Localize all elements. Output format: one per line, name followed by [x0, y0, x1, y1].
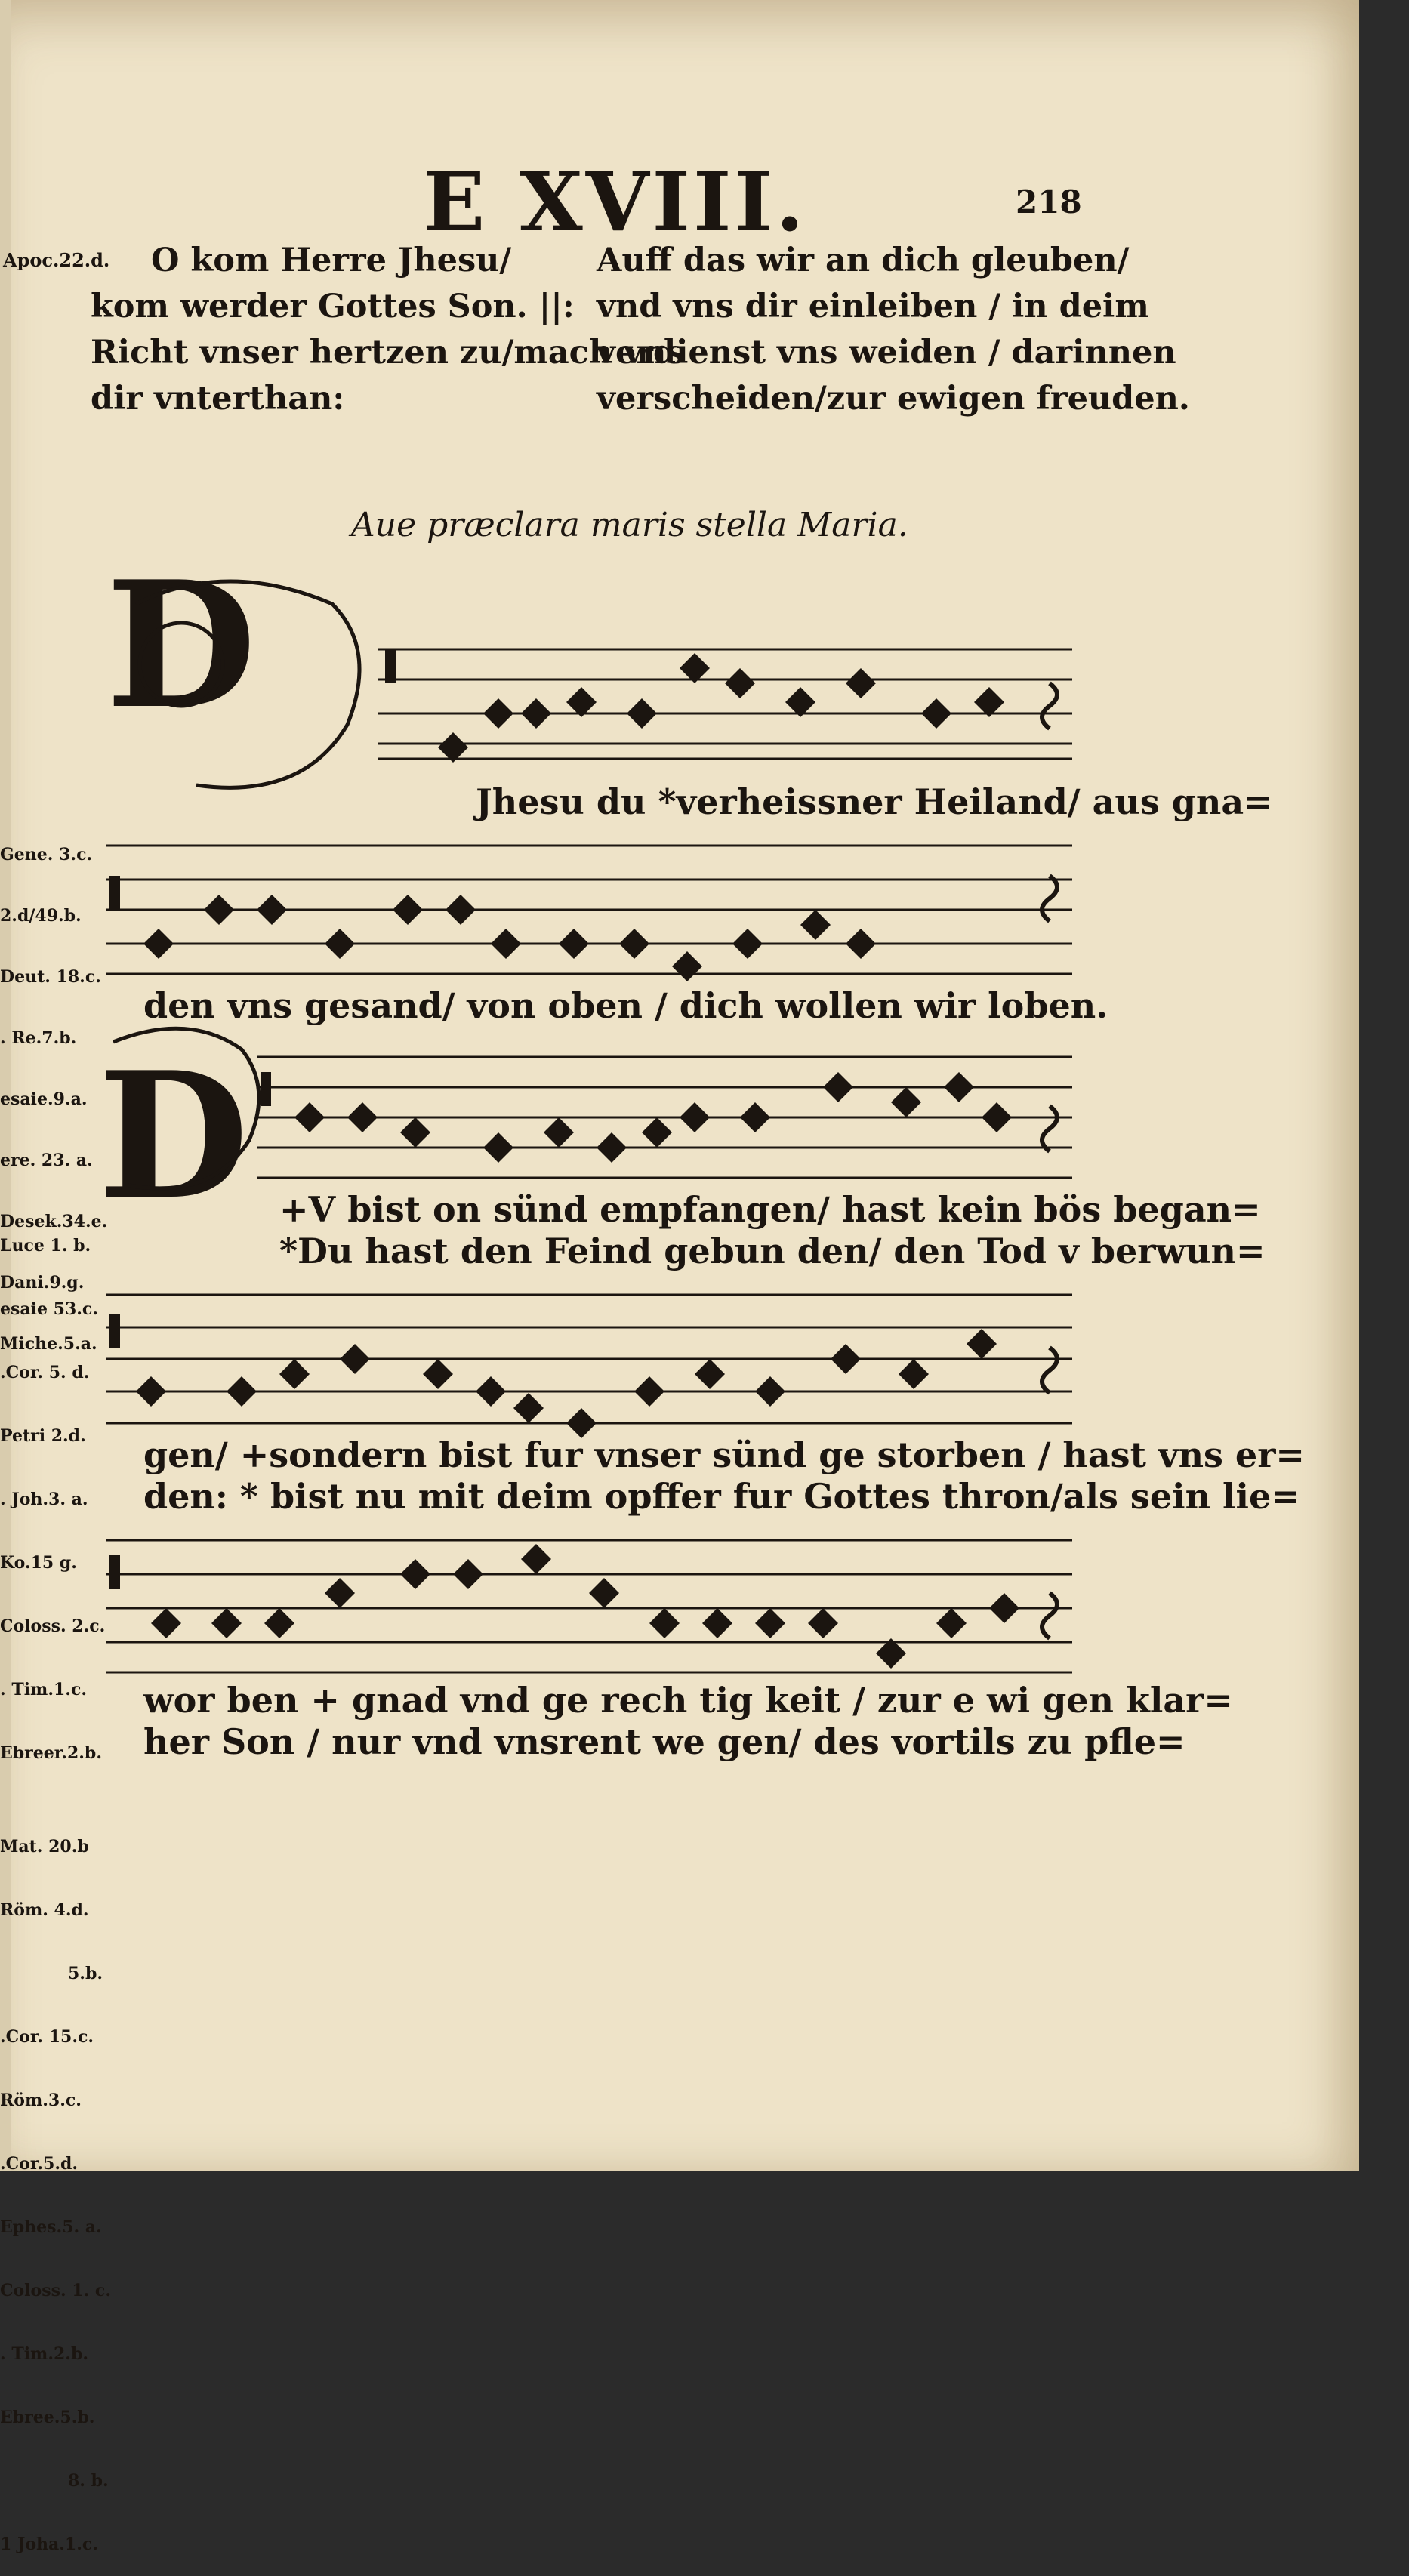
marginal-ref: Röm.3.c.: [0, 2091, 82, 2110]
verse-right-line: vnd vns dir einleiben / in deim: [597, 288, 1149, 325]
marginal-ref: 2.d/49.b.: [0, 906, 82, 926]
lyric-line: gen/ +sondern bist fur vnser sünd ge storben / hast vns er=: [143, 1434, 1305, 1475]
signature-mark: E XVIII.: [423, 155, 807, 250]
verse-left-line: O kom Herre Jhesu/: [151, 242, 512, 279]
marginal-ref: .Cor. 5. d.: [0, 1363, 90, 1382]
staff-2: [106, 846, 1072, 974]
marginal-ref: .Cor.5.d.: [0, 2154, 79, 2174]
marginal-ref: Gene. 3.c.: [0, 845, 93, 864]
staff-1: [378, 649, 1072, 759]
lyric-line: her Son / nur vnd vnsrent we gen/ des vortils zu pfle=: [143, 1721, 1185, 1762]
marginal-ref: esaie 53.c.: [0, 1299, 98, 1319]
staff-3: [257, 1057, 1072, 1178]
lyric-line: *Du hast den Feind gebun den/ den Tod v berwun=: [279, 1231, 1266, 1271]
marginal-ref: Coloss. 1. c.: [0, 2281, 111, 2300]
decorated-initial: D: [106, 544, 257, 747]
marginal-ref: Petri 2.d.: [0, 1426, 86, 1446]
page-number: 218: [1016, 183, 1082, 220]
marginal-ref-top: Apoc.22.d.: [3, 249, 110, 271]
marginal-ref: ere. 23. a.: [0, 1151, 93, 1170]
lyric-line: +V bist on sünd empfangen/ hast kein bös began=: [279, 1189, 1261, 1230]
decorated-initial: D: [98, 1034, 249, 1238]
verse-right-line: verdienst vns weiden / darinnen: [597, 334, 1176, 371]
marginal-ref: 1 Joha.1.c.: [0, 2534, 98, 2554]
verse-right-line: Auff das wir an dich gleuben/: [597, 242, 1130, 279]
verse-left-line: kom werder Gottes Son. ||:: [91, 288, 575, 325]
verse-left-line: Richt vnser hertzen zu/mach vns: [91, 334, 685, 371]
initial-flourish: [113, 581, 359, 1188]
marginal-ref: Ebreer.2.b.: [0, 1743, 102, 1763]
lyric-line: den vns gesand/ von oben / dich wollen wir loben.: [143, 985, 1108, 1026]
verse-right-line: verscheiden/zur ewigen freuden.: [597, 380, 1190, 418]
marginal-ref: esaie.9.a.: [0, 1089, 88, 1109]
marginal-ref: 5.b.: [68, 1964, 103, 1983]
marginal-ref: Ephes.5. a.: [0, 2217, 102, 2237]
lyric-line: wor ben + gnad vnd ge rech tig keit / zur e wi gen klar=: [143, 1680, 1233, 1721]
marginal-ref: Coloss. 2.c.: [0, 1616, 106, 1636]
marginal-ref: Luce 1. b.: [0, 1236, 91, 1256]
marginal-ref: Deut. 18.c.: [0, 967, 101, 987]
marginal-ref: .Cor. 15.c.: [0, 2027, 94, 2047]
tune-reference: Aue præclara maris stella Maria.: [351, 506, 908, 544]
marginal-ref: Miche.5.a.: [0, 1334, 97, 1354]
staff-5: [106, 1540, 1072, 1672]
marginal-ref: . Tim.2.b.: [0, 2344, 88, 2364]
lyric-line: den: * bist nu mit deim opffer fur Gottes thron/als sein lie=: [143, 1476, 1300, 1517]
lyric-line: Jhesu du *verheissner Heiland/ aus gna=: [476, 781, 1273, 822]
marginal-ref: Ko.15 g.: [0, 1553, 77, 1573]
marginal-ref: 8. b.: [68, 2471, 109, 2491]
staff-4: [106, 1295, 1072, 1423]
marginal-ref: Mat. 20.b: [0, 1837, 89, 1857]
marginal-ref: . Re.7.b.: [0, 1028, 77, 1048]
marginal-ref: Ebree.5.b.: [0, 2408, 95, 2427]
marginal-ref: Desek.34.e.: [0, 1212, 108, 1231]
marginal-ref: Röm. 4.d.: [0, 1900, 89, 1920]
verse-left-line: dir vnterthan:: [91, 380, 345, 418]
marginal-ref: . Tim.1.c.: [0, 1680, 88, 1699]
marginal-ref: . Joh.3. a.: [0, 1490, 88, 1509]
marginal-ref: Dani.9.g.: [0, 1273, 85, 1293]
